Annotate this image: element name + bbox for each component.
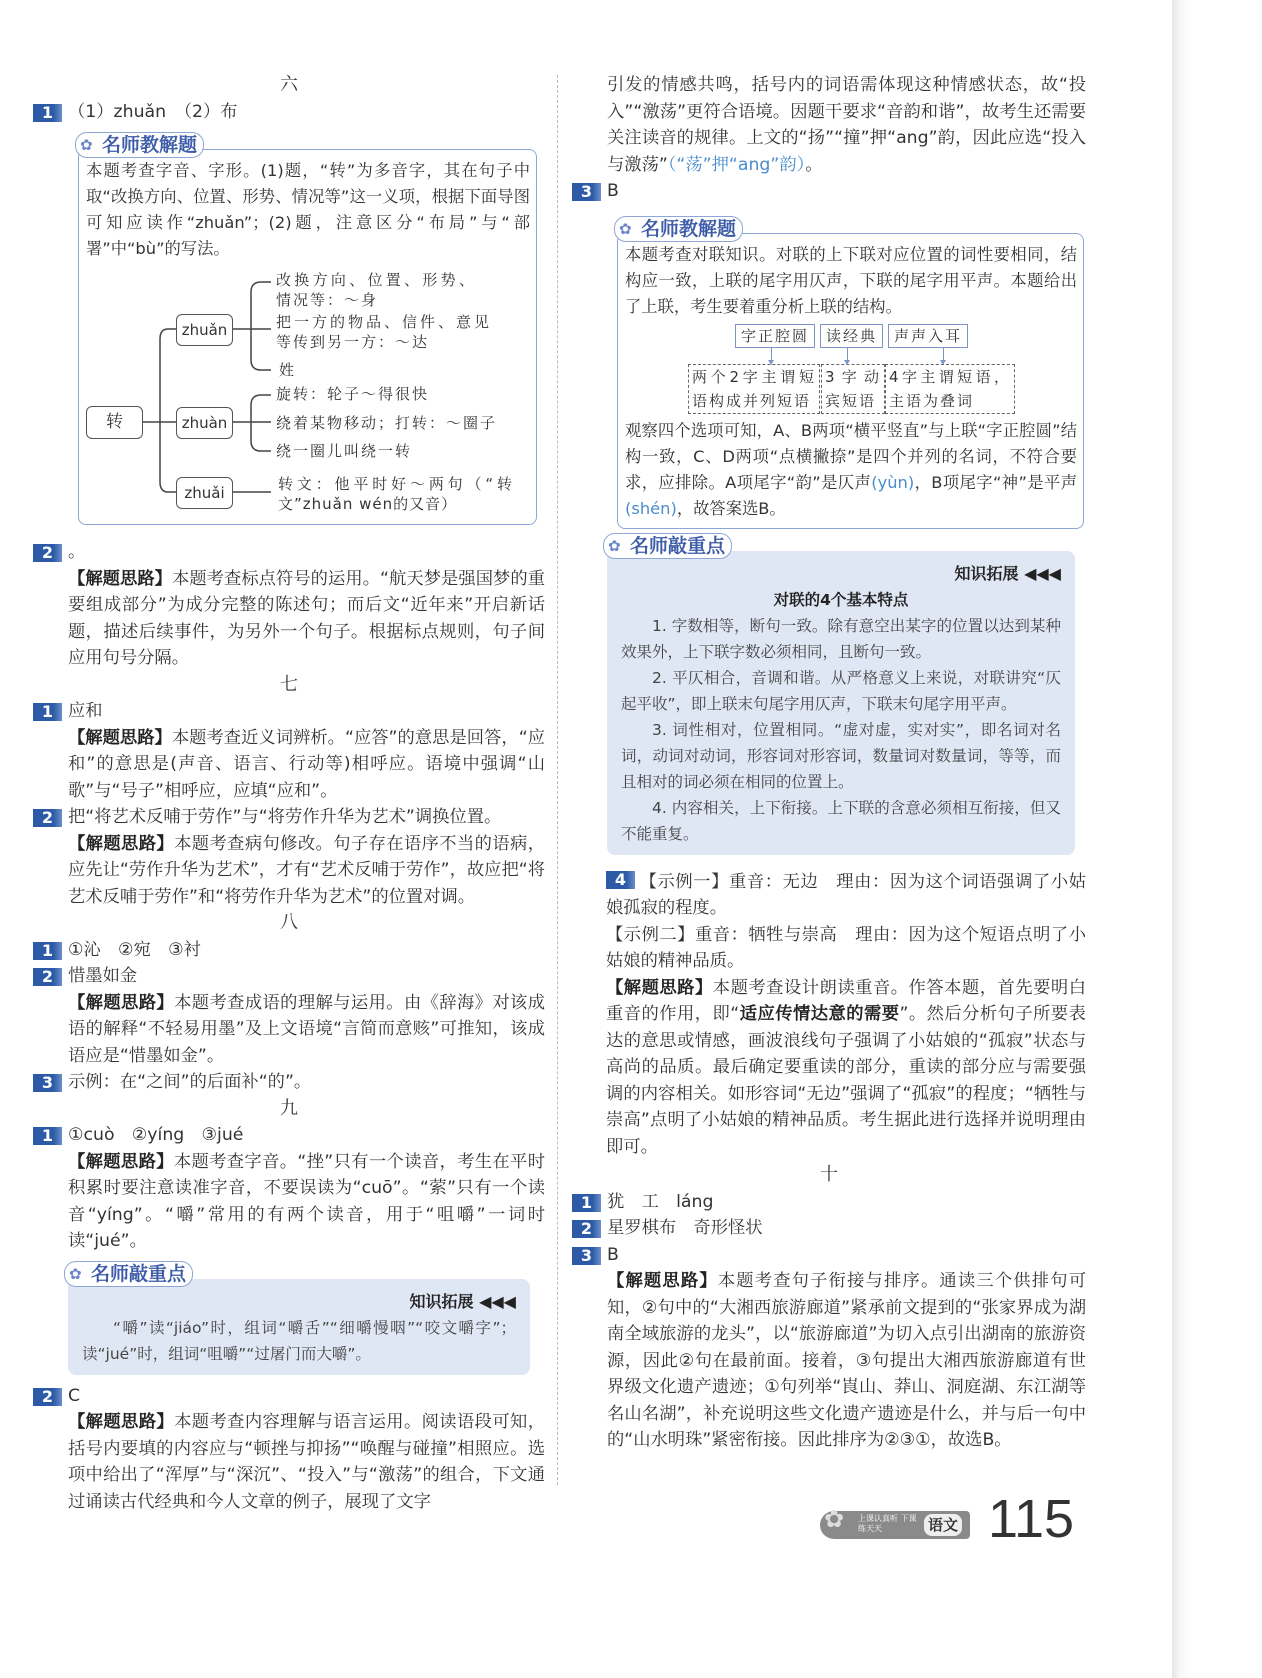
meaning: 把一方的物品、信件、意见等传到另一方：～达 bbox=[276, 313, 491, 351]
answer: （1）zhuǎn （2）布 bbox=[68, 101, 238, 122]
question-number-badge: 1 bbox=[33, 104, 62, 122]
question-number-badge: 1 bbox=[33, 703, 62, 721]
answer: 把“将艺术反哺于劳作”与“将劳作升华为艺术”调换位置。 bbox=[68, 807, 502, 827]
question-number-badge: 4 bbox=[606, 871, 635, 889]
knowledge-text: “嚼”读“jiáo”时，组词“嚼舌”“细嚼慢咽”“咬文嚼字”；读“jué”时，组词“咀嚼”“过屠门而大嚼”。 bbox=[82, 1318, 516, 1363]
answer: B bbox=[607, 181, 619, 201]
mascot-icon: ✿ bbox=[608, 536, 621, 555]
question-10-2 bbox=[572, 1215, 1086, 1242]
question-number-badge: 2 bbox=[33, 1388, 62, 1406]
solution-explanation bbox=[68, 831, 545, 911]
answer: B bbox=[607, 1244, 619, 1265]
example-one bbox=[606, 869, 1086, 922]
answer: 惜墨如金 bbox=[68, 966, 138, 986]
solution-text: 本题考查成语的理解与运用。由《辞海》对该成语的解释“不轻易用墨”及上文语境“言简而意赅”可推知，该成语应是“惜墨如金”。 bbox=[68, 992, 545, 1066]
question-number-badge: 2 bbox=[33, 544, 62, 562]
emphasis-text: 适应传情达意的需要 bbox=[739, 1004, 900, 1024]
solution-text: 本题考查字音。“挫”只有一个读音，考生在平时积累时要注意读准字音，不要误读为“cuō”。“萦”只有一个读音“yíng”。“嚼”常用的有两个读音，用于“咀嚼”一词时读“jué”。 bbox=[68, 1151, 545, 1251]
arrow-down-icon bbox=[771, 347, 772, 363]
question-9-4 bbox=[572, 869, 1086, 1161]
example-text: 【示例一】重音：无边 理由：因为这个词语强调了小姑娘孤寂的程度。 bbox=[606, 871, 1086, 918]
solution-text: 本题考查句子衔接与排序。通读三个供排句可知，②句中的“大湘西旅游廊道”紧承前文提到的“张家界成为湖南全域旅游的龙头”，以“旅游廊道”为切入点引出湖南的旅游资源，因此②句在最前面。接着，③句提出大湘西旅游廊道有世界级文化遗产遗迹；①句列举“崀山、莽山、洞庭湖、东江湖等名山名湖”，补充说明这些文化遗产遗迹是什么，并与后一句中的“山水明珠”紧密衔接。因此排序为②③①，故选B。 bbox=[607, 1271, 1086, 1450]
knowledge-tag: 知识拓展 ◀◀◀ bbox=[409, 1291, 516, 1311]
question-8-3 bbox=[33, 1069, 545, 1096]
knowledge-point: 1. 字数相等，断句一致。除有意空出某字的位置以达到某种效果外，上下联字数必须相同，且断句一致。 bbox=[621, 616, 1061, 661]
explanation-text bbox=[625, 418, 1077, 522]
mascot-icon: ✿ bbox=[80, 136, 93, 154]
arrow-down-icon bbox=[943, 347, 944, 363]
question-8-1 bbox=[33, 937, 545, 964]
solution-label: 【解题思路】 bbox=[68, 1151, 174, 1172]
solution-explanation bbox=[68, 566, 545, 672]
question-number-badge: 1 bbox=[572, 1194, 601, 1212]
polyphone-mind-map bbox=[86, 268, 530, 518]
question-10-3 bbox=[572, 1242, 1086, 1454]
solution-continuation bbox=[572, 72, 1086, 178]
question-7-2 bbox=[33, 804, 545, 910]
couplet-part: 声声入耳 bbox=[888, 324, 968, 348]
page-number: 115 bbox=[988, 1489, 1075, 1549]
continuation-text: 引发的情感共鸣，括号内的词语需体现这种情感状态，故“投入”“激荡”更符合语境。因题干要求“音韵和谐”，故考生还需要关注读音的规律。上文的“扬”“撞”押“ang”韵，因此应选“投入与激荡” bbox=[607, 75, 1086, 175]
solution-label: 【解题思路】 bbox=[68, 727, 172, 748]
knowledge-tag: 知识拓展 ◀◀◀ bbox=[954, 563, 1061, 583]
section-heading-seven: 七 bbox=[280, 673, 298, 695]
right-column bbox=[572, 72, 1086, 1454]
question-number-badge: 2 bbox=[572, 1220, 601, 1238]
page-edge-shadow bbox=[1172, 0, 1262, 1678]
pinyin-shen: (shén) bbox=[625, 498, 677, 518]
solution-text: ”。然后分析句子所要表达的意思或情感，画波浪线句子强调了小姑娘的“孤寂”状态与高尚的品质。最后确定要重读的部分，重读的部分应与需要强调的内容相关。如形容词“无边”强调了“孤寂”的程度；“牺牲与崇高”点明了小姑娘的精神品质。考生据此进行选择并说明理由即可。 bbox=[606, 1004, 1086, 1157]
arrow-down-icon bbox=[847, 347, 848, 363]
root-character-box: 转 bbox=[86, 406, 143, 439]
question-number-badge: 2 bbox=[33, 968, 62, 986]
example-two: 【示例二】重音：牺牲与崇高 理由：因为这个短语点明了小姑娘的精神品质。 bbox=[606, 924, 1086, 971]
question-8-2 bbox=[33, 963, 545, 1069]
reading-box: zhuǎn bbox=[176, 314, 233, 346]
solution-explanation bbox=[68, 990, 545, 1070]
structure-box: 两个2字主谓短语构成并列短语 bbox=[688, 364, 820, 414]
solution-text: 本题考查病句修改。句子存在语序不当的语病，应先让“劳作升华为艺术”，才有“艺术反哺于劳作”，故应把“将艺术反哺于劳作”和“将劳作升华为艺术”的位置对调。 bbox=[68, 833, 545, 907]
question-number-badge: 3 bbox=[33, 1074, 62, 1092]
answer: 示例：在“之间”的后面补“的”。 bbox=[68, 1072, 312, 1092]
answer: 星罗棋布 奇形怪状 bbox=[607, 1218, 763, 1238]
solution-text: 本题考查设计朗读重音。作答本题，首先要明白重音的作用，即“ bbox=[606, 977, 1086, 1024]
structure-box: 4字主谓短语，主语为叠词 bbox=[885, 364, 1015, 414]
box-title-tab bbox=[64, 1261, 193, 1287]
answer: 应和 bbox=[68, 701, 103, 721]
solution-explanation bbox=[606, 975, 1086, 1161]
solution-label: 【解题思路】 bbox=[68, 992, 175, 1013]
section-heading-six: 六 bbox=[280, 74, 298, 95]
teacher-explanation-box bbox=[617, 217, 1084, 529]
subject-label: 语文 bbox=[924, 1514, 962, 1536]
knowledge-point: 3. 词性相对，位置相同。“虚对虚，实对实”，即名词对名词，动词对动词，形容词对形容词，数量词对数量词，等等，而且相对的词必须在相同的位置上。 bbox=[621, 720, 1061, 791]
box-title: 名师教解题 bbox=[641, 217, 737, 240]
mascot-icon: ✿ bbox=[69, 1264, 82, 1283]
knowledge-point: 4. 内容相关，上下衔接。上下联的含意必须相互衔接，但又不能重复。 bbox=[621, 798, 1061, 843]
knowledge-extension-box bbox=[607, 534, 1075, 855]
box-title-tab bbox=[603, 533, 732, 559]
section-heading-nine: 九 bbox=[280, 1097, 298, 1119]
answer: C bbox=[68, 1385, 81, 1406]
text: ，故答案选B。 bbox=[676, 498, 786, 518]
question-9-1 bbox=[33, 1122, 545, 1255]
solution-label: 【解题思路】 bbox=[607, 1271, 718, 1291]
meaning: 绕着某物移动；打转：～圈子 bbox=[276, 414, 498, 432]
solution-text: 本题考查标点符号的运用。“航天梦是强国梦的重要组成部分”为成分完整的陈述句；而后文“近年来”开启新话题，描述后续事件，为另外一个句子。根据标点规则，句子间应用句号分隔。 bbox=[68, 568, 545, 668]
answer: ①沁 ②宛 ③衬 bbox=[68, 939, 201, 960]
question-number-badge: 3 bbox=[572, 183, 601, 201]
box-title: 名师教解题 bbox=[102, 134, 198, 156]
question-6-1 bbox=[33, 99, 545, 126]
solution-label: 【解题思路】 bbox=[68, 568, 173, 589]
solution-explanation bbox=[68, 1409, 545, 1515]
text: 观察四个选项可知，A、B两项“横平竖直”与上联“字正腔圆”结构一致，C、D两项“点横撇捺”是四个并列的名词，不符合要求，应排除。A项尾字“韵”是仄声 bbox=[625, 420, 1077, 492]
left-column bbox=[33, 72, 545, 1515]
answer: 犹 工 láng bbox=[607, 1191, 714, 1212]
page-footer bbox=[820, 1489, 1080, 1549]
series-logo bbox=[820, 1505, 970, 1539]
meaning: 姓 bbox=[279, 361, 297, 379]
knowledge-extension-box bbox=[68, 1262, 530, 1375]
question-6-2 bbox=[33, 539, 545, 672]
explanation-text: 本题考查对联知识。对联的上下联对应位置的词性要相同，结构应一致，上联的尾字用仄声，下联的尾字用平声。本题给出了上联，考生要着重分析上联的结构。 bbox=[625, 244, 1077, 316]
couplet-part: 字正腔圆 bbox=[735, 324, 815, 348]
logo-slogan: 上课认真听 下课练天天 bbox=[858, 1514, 917, 1533]
question-number-badge: 2 bbox=[33, 809, 62, 827]
period: 。 bbox=[805, 154, 823, 175]
solution-label: 【解题思路】 bbox=[68, 1412, 175, 1432]
knowledge-heading: 对联的4个基本特点 bbox=[773, 590, 909, 609]
mascot-icon: ✿ bbox=[824, 1505, 845, 1533]
answer: 。 bbox=[68, 542, 86, 562]
text: ，B项尾字“神”是平声 bbox=[914, 472, 1077, 492]
rhyme-note: （“荡”押“ang”韵） bbox=[667, 154, 806, 175]
section-heading-eight: 八 bbox=[280, 912, 298, 933]
meaning: 旋转：轮子～得很快 bbox=[276, 385, 430, 403]
meaning: 转文：他平时好～两句（“转文”zhuǎn wén的又音） bbox=[278, 475, 513, 513]
teacher-explanation-box bbox=[78, 134, 537, 525]
explanation-text: 本题考查字音、字形。(1)题，“转”为多音字，其在句子中取“改换方向、位置、形势、情况等”这一义项，根据下面导图可知应读作“zhuǎn”；(2)题，注意区分“布局”与“部署”中“bù”的写法。 bbox=[86, 161, 530, 258]
solution-explanation bbox=[607, 1268, 1086, 1454]
solution-label: 【解题思路】 bbox=[606, 977, 713, 998]
couplet-structure-diagram bbox=[625, 324, 1077, 416]
column-divider bbox=[557, 75, 558, 1485]
box-title: 名师敲重点 bbox=[91, 1262, 187, 1285]
meaning: 绕一圈儿叫绕一转 bbox=[276, 442, 413, 460]
question-number-badge: 1 bbox=[33, 942, 62, 960]
mascot-icon: ✿ bbox=[619, 219, 632, 238]
solution-text: 本题考查内容理解与语言运用。阅读语段可知，括号内要填的内容应与“顿挫与抑扬”“唤醒与碰撞”相照应。选项中给出了“浑厚”与“深沉”、“投入”与“激荡”的组合，下文通过诵读古代经典和今人文章的例子，展现了文字 bbox=[68, 1412, 545, 1512]
reading-box: zhuàn bbox=[176, 407, 233, 439]
solution-label: 【解题思路】 bbox=[68, 833, 175, 854]
knowledge-point: 2. 平仄相合，音调和谐。从严格意义上来说，对联讲究“仄起平收”，即上联末句尾字用仄声，下联末句尾字用平声。 bbox=[621, 668, 1061, 713]
structure-box: 3字动宾短语 bbox=[821, 364, 885, 414]
box-title-tab bbox=[614, 216, 743, 242]
section-heading-ten: 十 bbox=[820, 1164, 838, 1185]
reading-box: zhuǎi bbox=[176, 477, 233, 509]
couplet-part: 读经典 bbox=[820, 324, 883, 348]
solution-explanation bbox=[68, 1149, 545, 1255]
question-9-3 bbox=[572, 178, 1086, 205]
question-9-2 bbox=[33, 1383, 545, 1516]
box-title: 名师敲重点 bbox=[630, 534, 726, 557]
question-7-1 bbox=[33, 698, 545, 804]
question-10-1 bbox=[572, 1189, 1086, 1216]
meaning: 改换方向、位置、形势、情况等：～身 bbox=[276, 271, 476, 309]
pinyin-yun: (yùn) bbox=[871, 472, 915, 492]
question-number-badge: 1 bbox=[33, 1127, 62, 1145]
solution-explanation bbox=[68, 725, 545, 805]
solution-text: 本题考查近义词辨析。“应答”的意思是回答，“应和”的意思是(声音、语言、行动等)相呼应。语境中强调“山歌”与“号子”相呼应，应填“应和”。 bbox=[68, 727, 545, 801]
answer: ①cuò ②yíng ③jué bbox=[68, 1125, 244, 1145]
question-number-badge: 3 bbox=[572, 1247, 601, 1265]
box-title-tab bbox=[75, 132, 204, 158]
